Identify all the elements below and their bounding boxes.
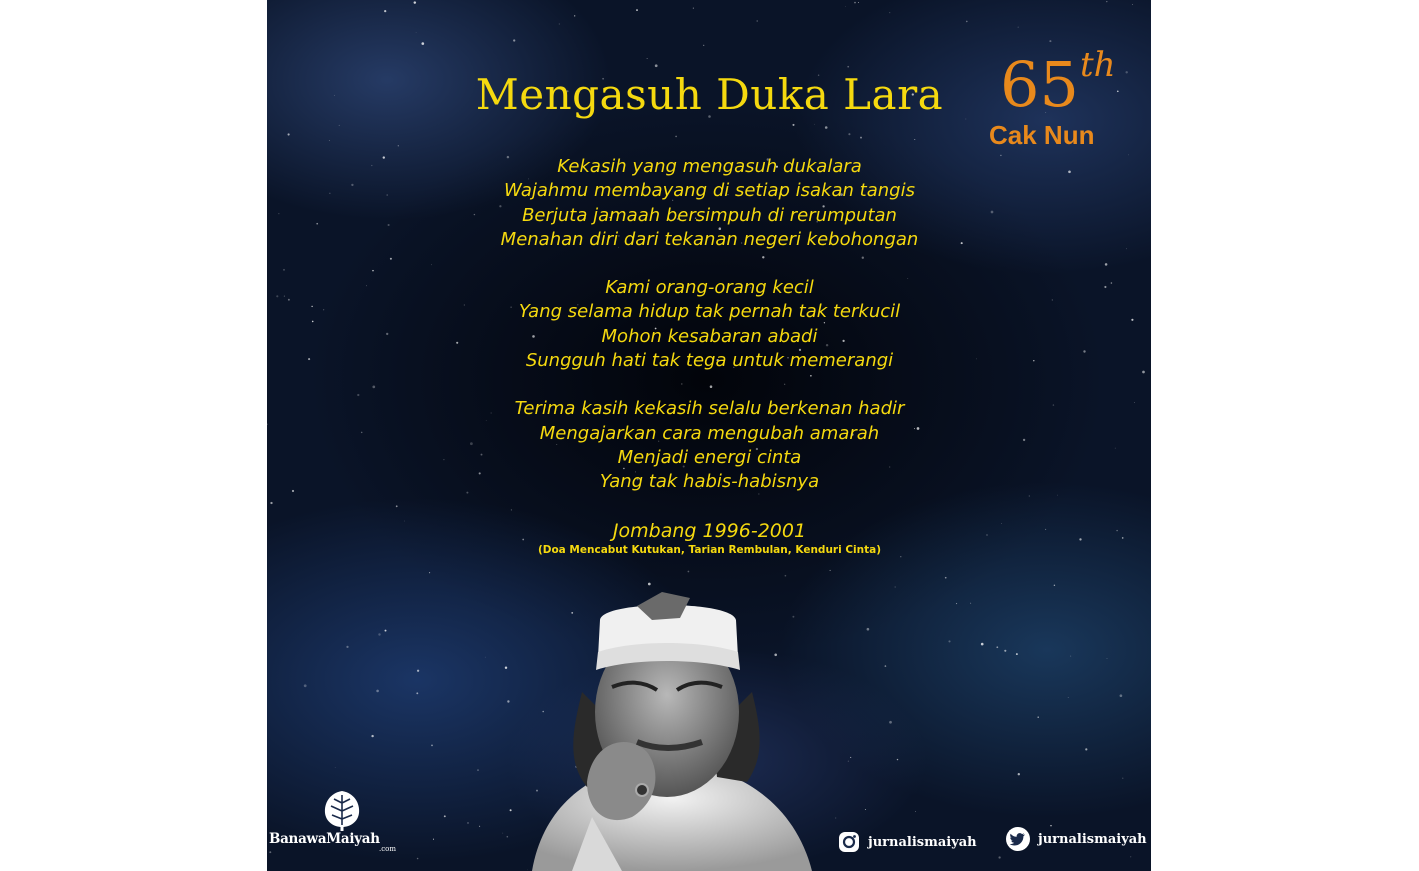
instagram-label: jurnalismaiyah (868, 834, 977, 850)
poem-line: Mengajarkan cara mengubah amarah (539, 422, 880, 444)
poem-line: Terima kasih kekasih selalu berkenan hadir (514, 398, 905, 420)
place-date: Jombang 1996-2001 (612, 519, 807, 542)
banawamaiyah-logo (267, 785, 407, 855)
badge-name: Cak Nun (989, 120, 1095, 150)
poem-body (417, 155, 1002, 557)
instagram-icon (837, 830, 861, 854)
logo-text: BanawaMaiyah (269, 831, 380, 847)
stanza-2 (417, 276, 1002, 373)
poem-line: Kami orang-orang kecil (605, 277, 814, 299)
stanza-3 (417, 397, 1002, 494)
poem-line: Berjuta jamaah bersimpuh di rerumputan (522, 204, 897, 226)
twitter-icon (1005, 826, 1031, 852)
poem-line: Wajahmu membayang di setiap isakan tangis (504, 180, 915, 202)
poem-line: Yang selama hidup tak pernah tak terkucil (518, 301, 901, 323)
source-note: (Doa Mencabut Kutukan, Tarian Rembulan, Kenduri Cinta) (537, 543, 882, 556)
poster (267, 0, 1151, 871)
poem-line: Yang tak habis-habisnya (599, 471, 820, 493)
logo-suffix: .com (379, 845, 396, 853)
poem-line: Sungguh hati tak tega untuk memerangi (525, 350, 894, 372)
leaf-logo-icon (322, 789, 362, 831)
portrait-photo (512, 582, 822, 871)
poem-line: Menjadi energi cinta (617, 446, 802, 468)
poem-line: Kekasih yang mengasuh dukalara (557, 156, 862, 177)
twitter-handle (1005, 826, 1147, 852)
anniversary-badge (989, 45, 1140, 158)
poem-line: Mohon kesabaran abadi (601, 325, 818, 347)
poem-line: Menahan diri dari tekanan negeri kebohongan (500, 228, 919, 250)
badge-suffix: th (1080, 45, 1116, 85)
badge-number: 65 (1000, 48, 1079, 121)
twitter-label: jurnalismaiyah (1038, 831, 1147, 847)
instagram-handle (837, 829, 977, 855)
stanza-1 (417, 155, 1002, 252)
poem-title: Mengasuh Duka Lara (475, 70, 944, 119)
